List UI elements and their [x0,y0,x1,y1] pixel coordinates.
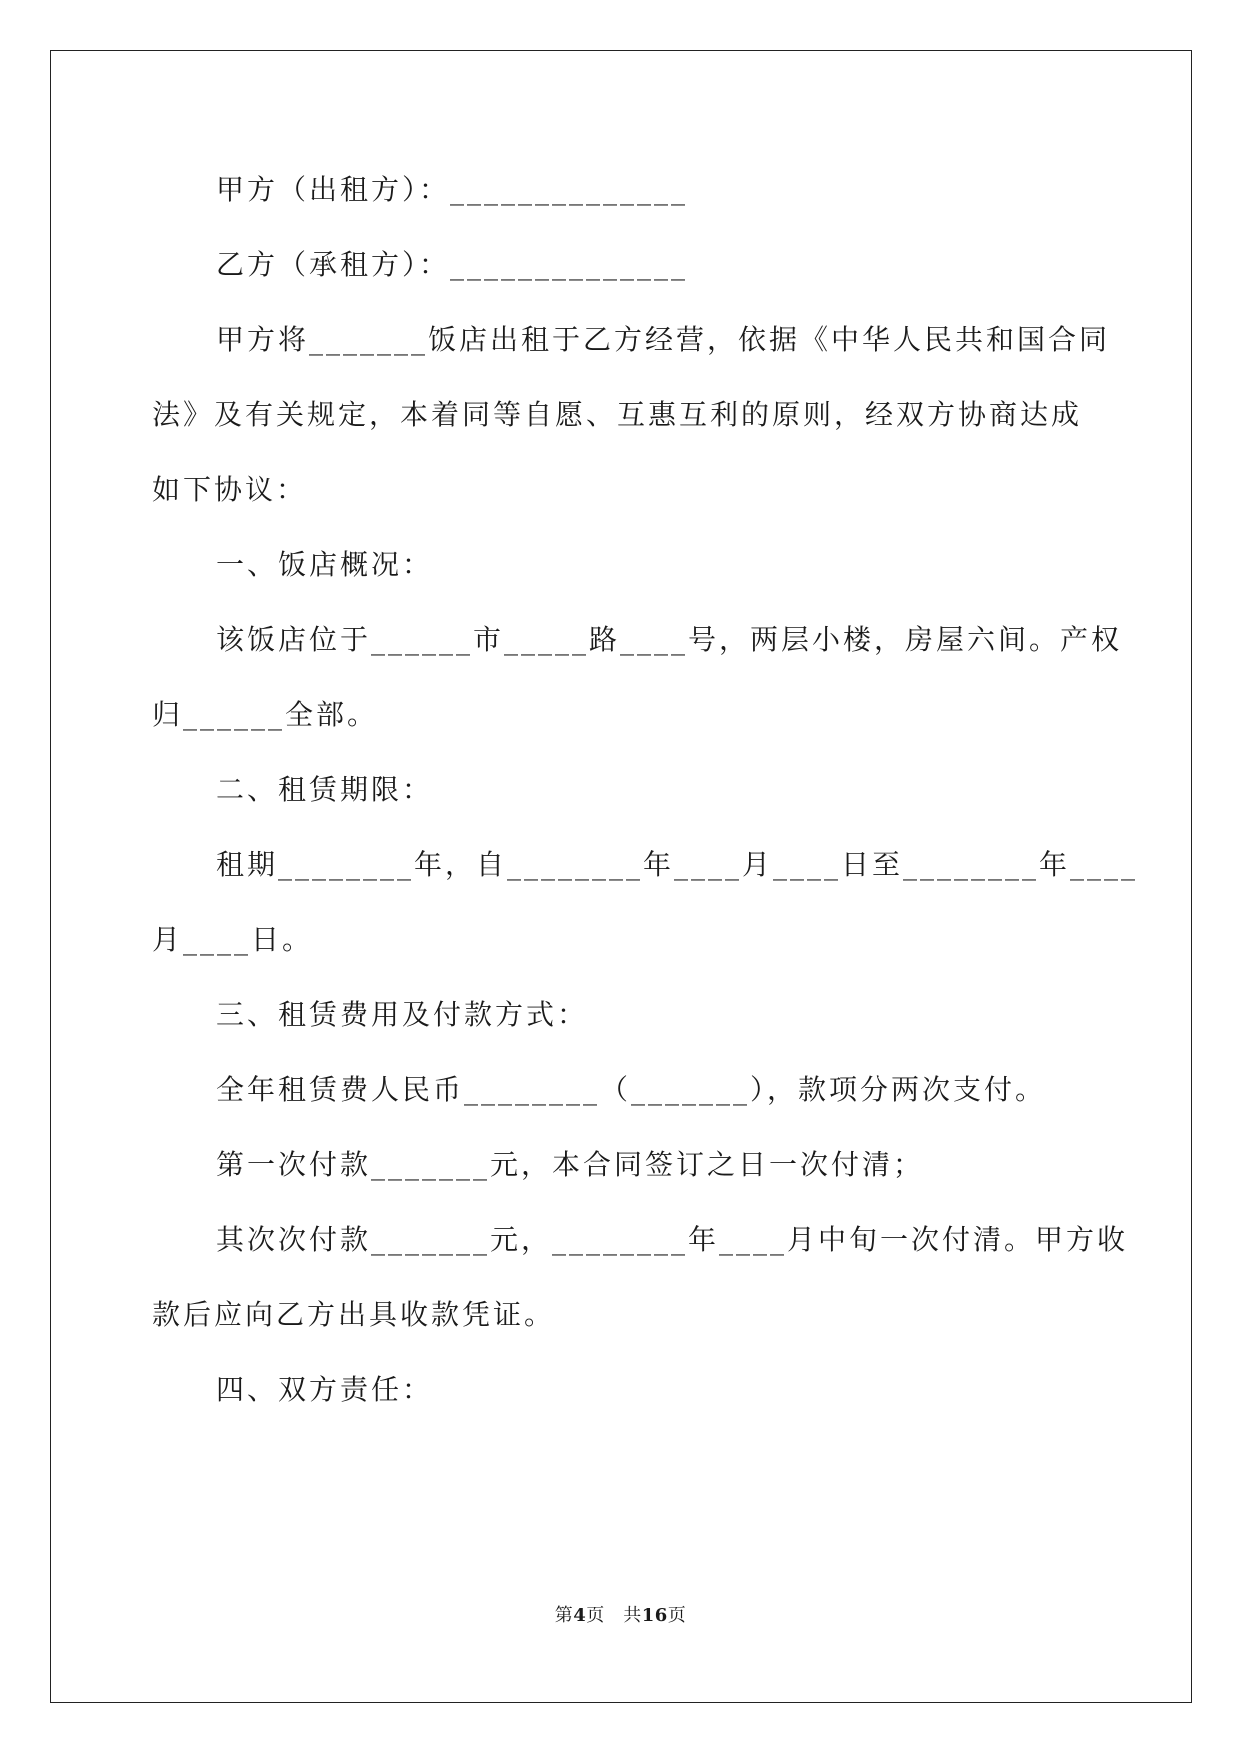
section-2-heading: 二、租赁期限： [216,773,434,806]
section-2-line-2: 月____日。 [152,923,314,956]
total-pages: 16 [641,1605,668,1626]
section-3-line-1: 全年租赁费人民币________（_______），款项分两次支付。 [216,1073,1047,1106]
section-1-heading: 一、饭店概况： [216,548,434,581]
page-prefix: 第 [554,1605,574,1626]
section-3-line-3: 其次次付款_______元，________年____月中旬一次付清。甲方收 [216,1223,1129,1256]
section-4-heading: 四、双方责任： [216,1373,434,1406]
current-page: 4 [573,1605,587,1626]
section-1-line-2: 归______全部。 [152,698,379,731]
party-a-line: 甲方（出租方）：______________ [216,173,689,206]
section-3-heading: 三、租赁费用及付款方式： [216,998,589,1031]
section-2-line-1: 租期________年，自________年____月____日至________年____ [216,848,1139,881]
party-b-line: 乙方（承租方）：______________ [216,248,689,281]
intro-line-2: 法》及有关规定，本着同等自愿、互惠互利的原则，经双方协商达成 [152,398,1083,431]
section-3-line-2: 第一次付款_______元，本合同签订之日一次付清； [216,1148,925,1181]
page-suffix: 页 [667,1605,687,1626]
intro-line-1: 甲方将_______饭店出租于乙方经营，依据《中华人民共和国合同 [216,323,1111,356]
section-1-line-1: 该饭店位于______市_____路____号，两层小楼，房屋六间。产权 [216,623,1123,656]
page-mid: 页 共 [586,1605,642,1626]
page-number [0,1601,1241,1627]
intro-line-3: 如下协议： [152,473,308,506]
section-3-line-4: 款后应向乙方出具收款凭证。 [152,1298,556,1331]
